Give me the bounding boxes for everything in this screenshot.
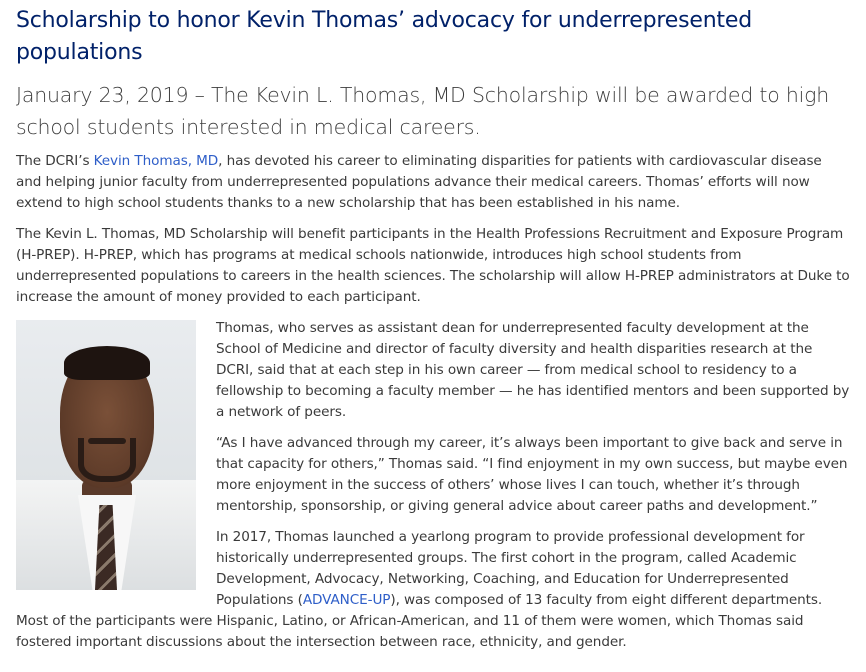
article-subtitle: January 23, 2019 – The Kevin L. Thomas, MD Scholarship will be awarded to high school students interested in medical careers. (16, 83, 830, 139)
kevin-thomas-link[interactable]: Kevin Thomas, MD (93, 153, 219, 169)
paragraph-advance-up-text-before: In 2017, Thomas launched a yearlong program to provide professional development for historically underrepresented groups. The first cohort in the program, called Academic Development, Advocacy, Networking, Coaching, and Education for Underrepresented Populations ( (216, 529, 805, 608)
paragraph-intro-text-after: , has devoted his career to eliminating disparities for patients with cardiovascular disease and helping junior faculty from underrepresented populations advance their medical careers. Thomas’ efforts will now extend to high school students thanks to a new scholarship that has been established in his name. (16, 153, 822, 211)
kevin-thomas-photo (16, 320, 196, 590)
paragraph-intro-text-before: The DCRI’s (16, 153, 94, 169)
paragraph-advance-up-text-after: ), was composed of 13 faculty from eight different departments. Most of the participants were Hispanic, Latino, or African-American, and 11 of them were women, which Thomas said fostered important discussions about the intersection between race, ethnicity, and gender. (16, 592, 823, 650)
photo-hair (64, 346, 150, 380)
advance-up-link[interactable]: ADVANCE-UP (302, 592, 391, 608)
paragraph-intro (16, 151, 850, 214)
article-title: Scholarship to honor Kevin Thomas’ advocacy for underrepresented populations (16, 8, 752, 65)
paragraph-role: Thomas, who serves as assistant dean for underrepresented faculty development at the School of Medicine and director of faculty diversity and health disparities research at the DCRI, said that at each step in his own career — from medical school to residency to a fellowship to becoming a faculty member — he has identified mentors and been supported by a network of peers. (216, 320, 850, 420)
paragraph-quote: “As I have advanced through my career, it’s always been important to give back and serve in that capacity for others,” Thomas said. “I find enjoyment in my own success, but maybe even more enjoyment in the success of others’ whose lives I can touch, whether it’s through mentorship, sponsorship, or giving general advice about career paths and development.” (216, 435, 848, 514)
paragraph-hprep: The Kevin L. Thomas, MD Scholarship will benefit participants in the Health Professions Recruitment and Exposure Program (H-PREP). H-PREP, which has programs at medical schools nationwide, introduces high school students from underrepresented populations to careers in the health sciences. The scholarship will allow H-PREP administrators at Duke to increase the amount of money provided to each participant. (16, 226, 850, 305)
photo-beard (78, 438, 136, 482)
